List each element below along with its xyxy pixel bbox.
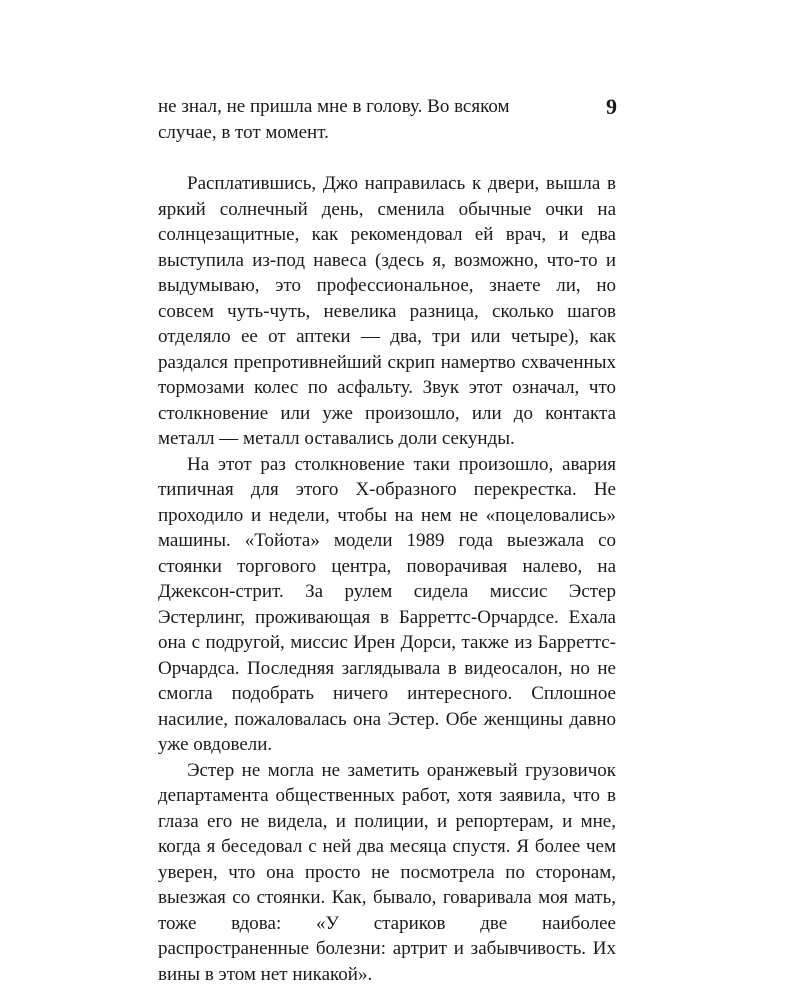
paragraph: На этот раз столкновение таки произошло, авария типичная для этого Х-образного перекрестка. Не проходило и недели, чтобы на нем не «поцеловались» машины. «Тойота» модели 1989 года выезжала со стоянки торгового центра, поворачивая налево, на Джексон-стрит. За рулем сидела миссис Эстер Эстерлинг, проживающая в Барреттс-Орчардсе. Ехала она с подругой, миссис Ирен Дорси, также из Барреттс-Орчардса. Последняя заглядывала в видеосалон, но не смогла подобрать ничего интересного. Сплошное насилие, пожаловалась она Эстер. Обе женщины давно уже овдовели.: [158, 453, 616, 755]
paragraph: Расплатившись, Джо направилась к двери, вышла в яркий солнечный день, сменила обычные очки на солнцезащитные, как рекомендовал ей врач, и едва выступила из-под навеса (здесь я, возможно, что-то и выдумываю, это профессиональное, знаете ли, но совсем чуть-чуть, невелика разница, сколько шагов отделяло ее от аптеки — два, три или четыре), как раздался препротивнейший скрип намертво схваченных тормозами колес по асфальту. Звук этот означал, что столкновение или уже произошло, или до контакта металл — металл оставались доли секунды.: [158, 173, 616, 449]
page-number: 9: [606, 94, 617, 119]
body-text: [158, 94, 616, 987]
paragraph: Эстер не могла не заметить оранжевый грузовичок департамента общественных работ, хотя заявила, что в глаза его не видела, и полиции, и репортерам, и мне, когда я беседовал с ней два месяца спустя. Я более чем уверен, что она просто не посмотрела по сторонам, выезжая со стоянки. Как, бывало, говаривала моя мать, тоже вдова: «У стариков две наиболее распространенные болезни: артрит и забывчивость. Их вины в этом нет никакой».: [158, 759, 616, 985]
paragraph-continuation: не знал, не пришла мне в голову. Во всяком случае, в тот момент.: [158, 96, 510, 143]
